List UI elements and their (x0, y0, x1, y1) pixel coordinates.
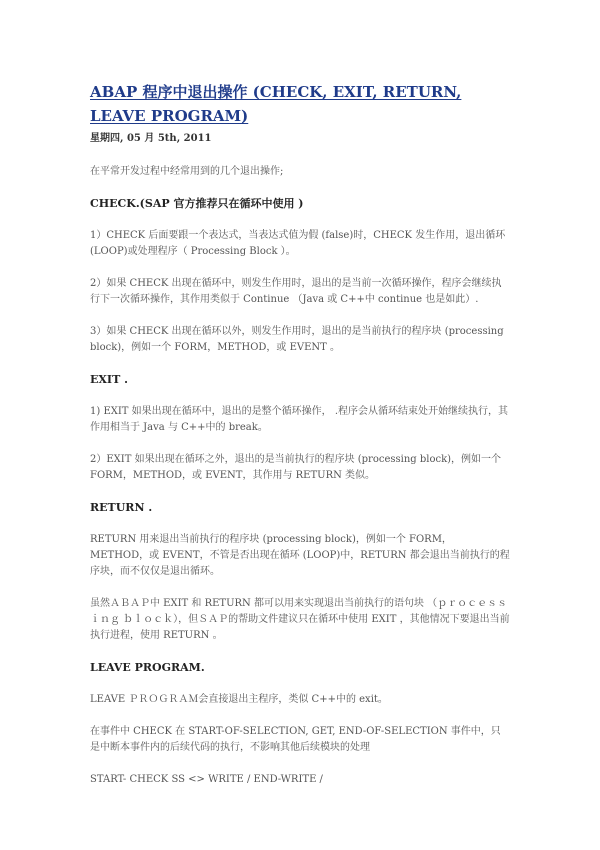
article (90, 80, 510, 800)
check-paragraph-3: 3）如果 CHECK 出现在循环以外，则发生作用时，退出的是当前执行的程序块 (processing block)，例如一个 FORM，METHOD，或 EVENT 。 (90, 326, 504, 353)
exit-paragraph-1: 1) EXIT 如果出现在循环中，退出的是整个循环操作， .程序会从循环结束处开始继续执行，其作用相当于 Java 与 C++中的 break。 (90, 406, 509, 433)
exit-paragraph-2: 2）EXIT 如果出现在循环之外，退出的是当前执行的程序块 (processing block)，例如一个 FORM，METHOD，或 EVENT，其作用与 RETURN 类似。 (90, 454, 502, 481)
leave-heading: LEAVE PROGRAM. (90, 661, 205, 674)
return-paragraph-1: RETURN 用来退出当前执行的程序块 (processing block)，例如一个 FORM，METHOD，或 EVENT，不管是否出现在循环 (LOOP)中，RETURN 都会退出当前执行的程序块，而不仅仅是退出循环。 (90, 534, 510, 577)
return-heading: RETURN . (90, 501, 153, 514)
leave-paragraph-2: 在事件中 CHECK 在 START-OF-SELECTION, GET, END-OF-SELECTION 事件中，只是中断本事件内的后续代码的执行，不影响其他后续模块的处理 (90, 726, 501, 753)
check-paragraph-2: 2）如果 CHECK 出现在循环中，则发生作用时，退出的是当前一次循环操作，程序会继续执行下一次循环操作，其作用类似于 Continue （Java 或 C++中 continue 也是如此）. (90, 278, 502, 305)
article-title: ABAP 程序中退出操作 (CHECK, EXIT, RETURN, LEAVE PROGRAM) (90, 83, 462, 125)
leave-paragraph-3: START- CHECK SS <> WRITE / END-WRITE / (90, 774, 323, 785)
check-paragraph-1: 1）CHECK 后面要跟一个表达式，当表达式值为假 (false)时，CHECK 发生作用，退出循环(LOOP)或处理程序（ Processing Block ）。 (90, 230, 506, 257)
return-paragraph-2: 虽然ＡＢＡＰ中 EXIT 和 RETURN 都可以用来实现退出当前执行的语句块 （ｐｒｏｃｅｓｓｉｎｇ ｂｌｏｃｋ），但ＳＡＰ的帮助文件建议只在循环中使用 EXIT ，其他情况下要退出当前执行进程，使用 RETURN 。 (90, 598, 510, 641)
intro-paragraph: 在平常开发过程中经常用到的几个退出操作; (90, 166, 284, 177)
exit-heading: EXIT . (90, 373, 128, 386)
check-heading: CHECK.(SAP 官方推荐只在循环中使用 ) (90, 197, 304, 210)
article-date: 星期四, 05 月 5th, 2011 (90, 133, 212, 144)
leave-paragraph-1: LEAVE ＰＲＯＧＲＡＭ会直接退出主程序，类似 C++中的 exit。 (90, 694, 388, 705)
